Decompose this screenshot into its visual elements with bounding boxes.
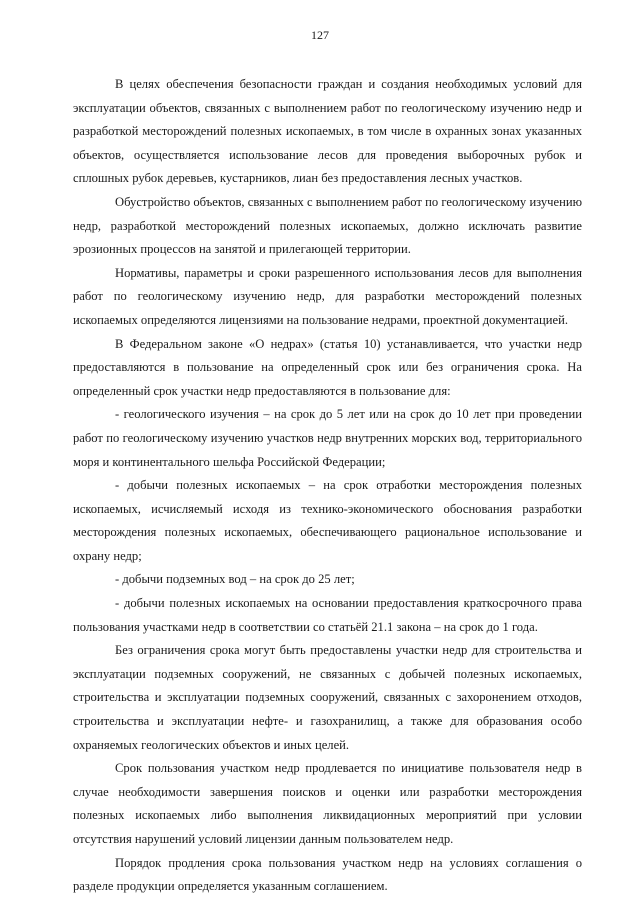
list-item: - добычи полезных ископаемых на основании предоставления краткосрочного права пользования участками недр в соответствии со статьёй 21.1 закона – на срок до 1 года.: [73, 596, 582, 634]
page-number: 127: [311, 28, 329, 42]
list-item: - геологического изучения – на срок до 5 лет или на срок до 10 лет при проведении работ по геологическому изучению участков недр внутренних морских вод, территориального моря и континентального шельфа Российской Федерации;: [73, 407, 582, 469]
paragraph: Порядок продления срока пользования участком недр на условиях соглашения о разделе продукции определяется указанным соглашением.: [73, 855, 582, 894]
paragraph: Нормативы, параметры и сроки разрешенного использования лесов для выполнения работ по геологическому изучению недр, для разработки месторождений полезных ископаемых определяются лицензиями на пользование недрами, проектной документацией.: [73, 265, 582, 327]
paragraph: Обустройство объектов, связанных с выполнением работ по геологическому изучению недр, разработкой месторождений полезных ископаемых, должно исключать развитие эрозионных процессов на занятой и прилегающей территории.: [73, 194, 582, 257]
list-item: - добычи полезных ископаемых – на срок отработки месторождения полезных ископаемых, исчисляемый исходя из технико-экономического обоснования разработки месторождения полезных ископаемых, обеспечивающего рациональное использование и охрану недр;: [73, 478, 582, 563]
paragraph: В Федеральном законе «О недрах» (статья 10) устанавливается, что участки недр предоставляются в пользование на определенный срок или без ограничения срока. На определенный срок участки недр предоставляются в пользование для:: [73, 336, 582, 398]
paragraph: Без ограничения срока могут быть предоставлены участки недр для строительства и эксплуатации подземных сооружений, не связанных с добычей полезных ископаемых, строительства и эксплуатации подземных сооружений, связанных с захоронением отходов, строительства и эксплуатации нефте- и газохранилищ, а также для образования особо охраняемых геологических объектов и иных целей.: [73, 643, 582, 752]
body-text: [73, 73, 582, 899]
list-item: - добычи подземных вод – на срок до 25 лет;: [115, 572, 355, 587]
paragraph: Срок пользования участком недр продлевается по инициативе пользователя недр в случае необходимости завершения поисков и оценки или разработки месторождения полезных ископаемых либо выполнения ликвидационных мероприятий при условии отсутствия нарушений условий лицензии данным пользователем недр.: [73, 761, 582, 846]
paragraph: В целях обеспечения безопасности граждан и создания необходимых условий для эксплуатации объектов, связанных с выполнением работ по геологическому изучению недр и разработкой месторождений полезных ископаемых, в том числе в охранных зонах указанных объектов, осуществляется использование лесов для проведения выборочных рубок и сплошных рубок деревьев, кустарников, лиан без предоставления лесных участков.: [73, 77, 582, 186]
